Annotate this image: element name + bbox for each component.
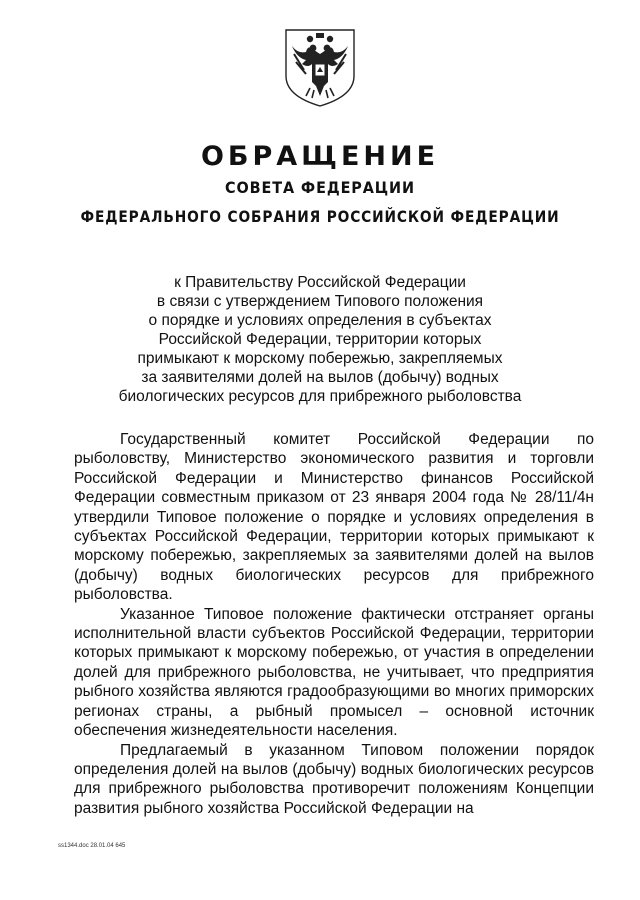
subject-line: примыкают к морскому побережью, закрепляемых (137, 350, 503, 367)
body-paragraph: Указанное Типовое положение фактически отстраняет органы исполнительной власти субъектов Российской Федерации, территории которых примыкают к морскому побережью, от участия в определении долей для прибрежного рыболовства, не учитывает, что предприятия рыбного хозяйства являются градообразующими во многих приморских регионах страны, а рыбный промысел – основной источник обеспечения жизнедеятельности населения. (74, 605, 594, 740)
subject-line: Российской Федерации, территории которых (158, 331, 482, 348)
issuer-line-2: ФЕДЕРАЛЬНОГО СОБРАНИЯ РОССИЙСКОЙ ФЕДЕРАЦИИ (80, 207, 560, 226)
subject-line: в связи с утверждением Типового положения (156, 293, 484, 310)
body-paragraph: Государственный комитет Российской Федерации по рыболовству, Министерство экономического развития и торговли Российской Федерации и Министерство финансов Российской Федерации совместным приказом от 23 января 2004 года № 28/11/4н утвердили Типовое положение о порядке и условиях определения в субъектах Российской Федерации, территории которых примыкают к морскому побережью, закрепляемых за заявителями долей на вылов (добычу) водных биологических ресурсов для прибрежного рыболовства. (74, 431, 594, 604)
document-code: ss1344.doc 28.01.04 645 (58, 843, 126, 849)
issuer-line-1: СОВЕТА ФЕДЕРАЦИИ (225, 178, 415, 197)
document-title: ОБРАЩЕНИЕ (200, 141, 440, 172)
body-text (74, 430, 594, 818)
subject-line: к Правительству Российской Федерации (174, 274, 466, 291)
subject-line: за заявителями долей на вылов (добычу) водных (141, 369, 499, 386)
subject-block (60, 273, 580, 406)
russian-coat-of-arms-icon (282, 24, 358, 108)
body-paragraph: Предлагаемый в указанном Типовом положении порядок определения долей на вылов (добычу) водных биологических ресурсов для прибрежного рыболовства противоречит положениям Концепции развития рыбного хозяйства Российской Федерации на (74, 741, 594, 817)
subject-line: биологических ресурсов для прибрежного рыболовства (118, 388, 522, 405)
subject-line: о порядке и условиях определения в субъектах (148, 312, 492, 329)
